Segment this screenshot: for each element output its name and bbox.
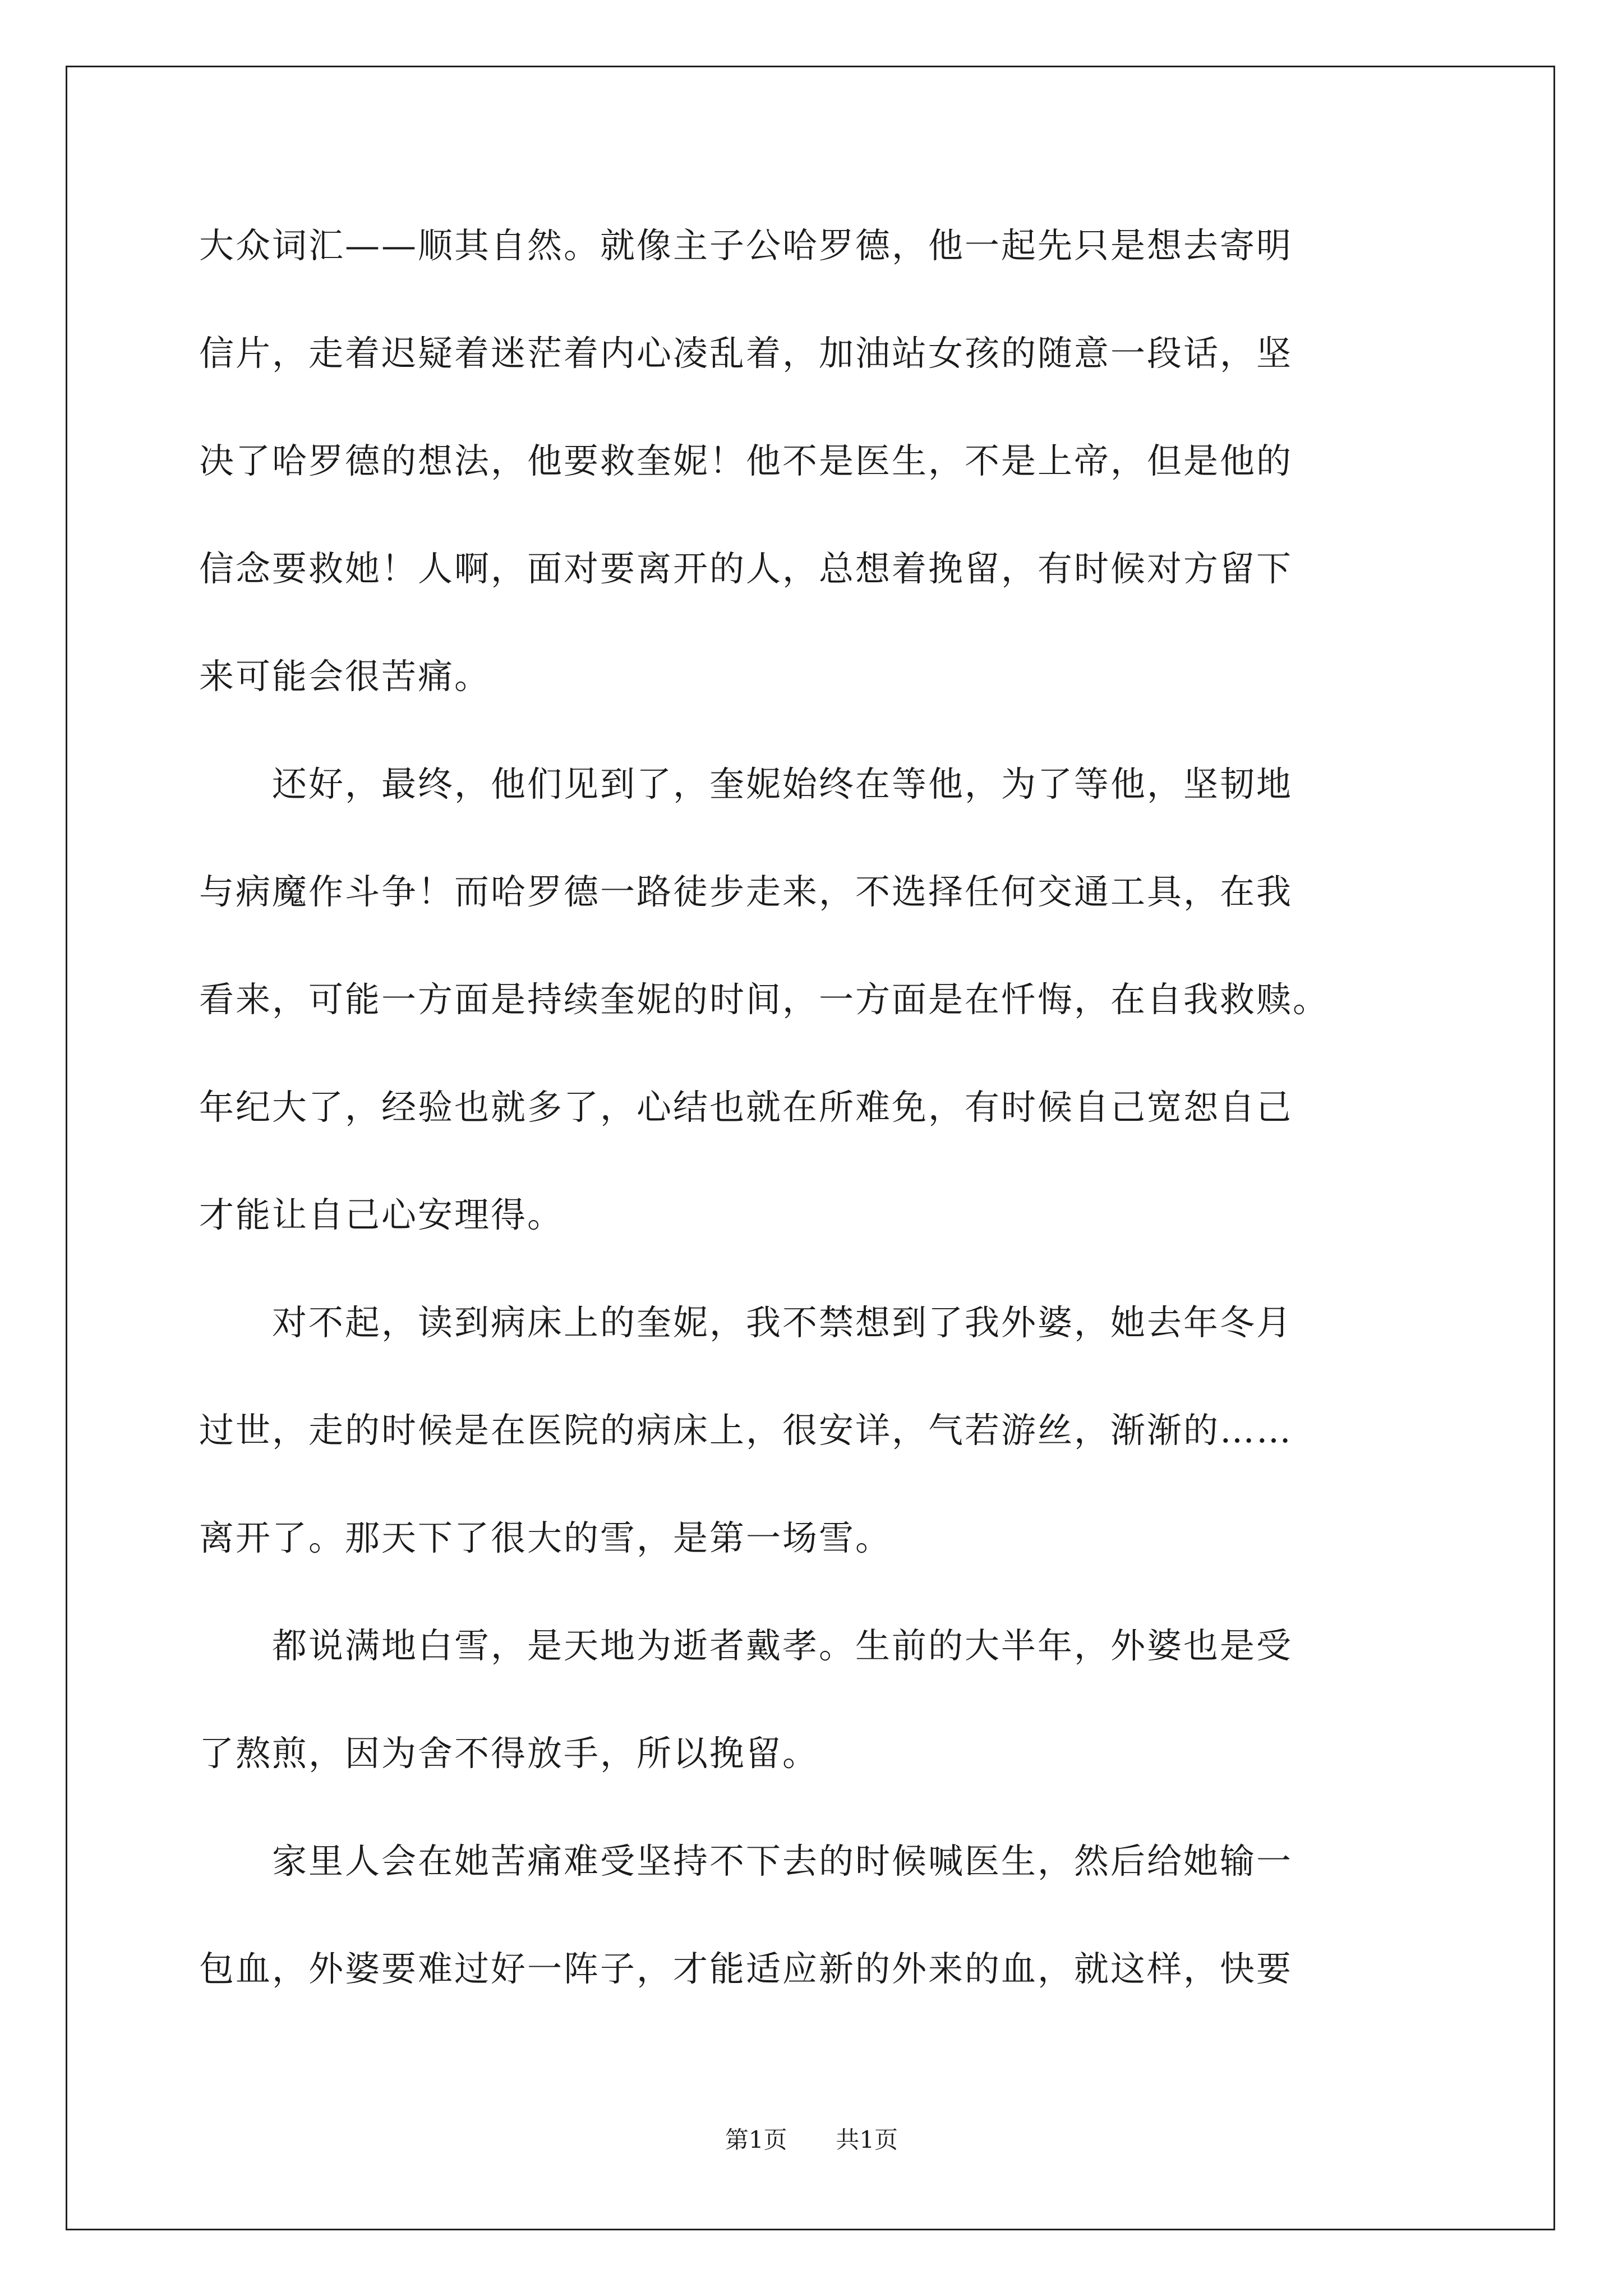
text-line: 家里人会在她苦痛难受坚持不下去的时候喊医生，然后给她输一 [199, 1841, 1293, 1881]
text-line: 来可能会很苦痛。 [199, 656, 491, 697]
text-line: 了熬煎，因为舍不得放手，所以挽留。 [199, 1733, 819, 1774]
text-line: 包血，外婆要难过好一阵子，才能适应新的外来的血，就这样，快要 [199, 1948, 1293, 1989]
text-line: 信念要救她！人啊，面对要离开的人，总想着挽留，有时候对方留下 [199, 548, 1293, 589]
text-line: 大众词汇——顺其自然。就像主子公哈罗德，他一起先只是想去寄明 [199, 225, 1293, 266]
page-total: 共1页 [836, 2126, 898, 2154]
text-line: 才能让自己心安理得。 [199, 1194, 564, 1235]
page-number: 第1页 [725, 2126, 787, 2154]
text-line: 与病魔作斗争！而哈罗德一路徒步走来，不选择任何交通工具，在我 [199, 871, 1293, 912]
text-line: 看来，可能一方面是持续奎妮的时间，一方面是在忏悔，在自我救赎。 [199, 979, 1330, 1020]
text-line: 离开了。那天下了很大的雪，是第一场雪。 [199, 1517, 892, 1558]
text-line: 决了哈罗德的想法，他要救奎妮！他不是医生，不是上帝，但是他的 [199, 440, 1293, 481]
text-line: 对不起，读到病床上的奎妮，我不禁想到了我外婆，她去年冬月 [199, 1302, 1293, 1343]
page-footer [0, 2123, 1623, 2157]
text-line: 都说满地白雪，是天地为逝者戴孝。生前的大半年，外婆也是受 [199, 1625, 1293, 1666]
text-line: 过世，走的时候是在医院的病床上，很安详，气若游丝，渐渐的…… [199, 1410, 1293, 1451]
document-body [199, 215, 1427, 2046]
text-line: 还好，最终，他们见到了，奎妮始终在等他，为了等他，坚韧地 [199, 763, 1293, 804]
text-line: 年纪大了，经验也就多了，心结也就在所难免，有时候自己宽恕自己 [199, 1087, 1293, 1128]
text-line: 信片，走着迟疑着迷茫着内心凌乱着，加油站女孩的随意一段话，坚 [199, 333, 1293, 374]
